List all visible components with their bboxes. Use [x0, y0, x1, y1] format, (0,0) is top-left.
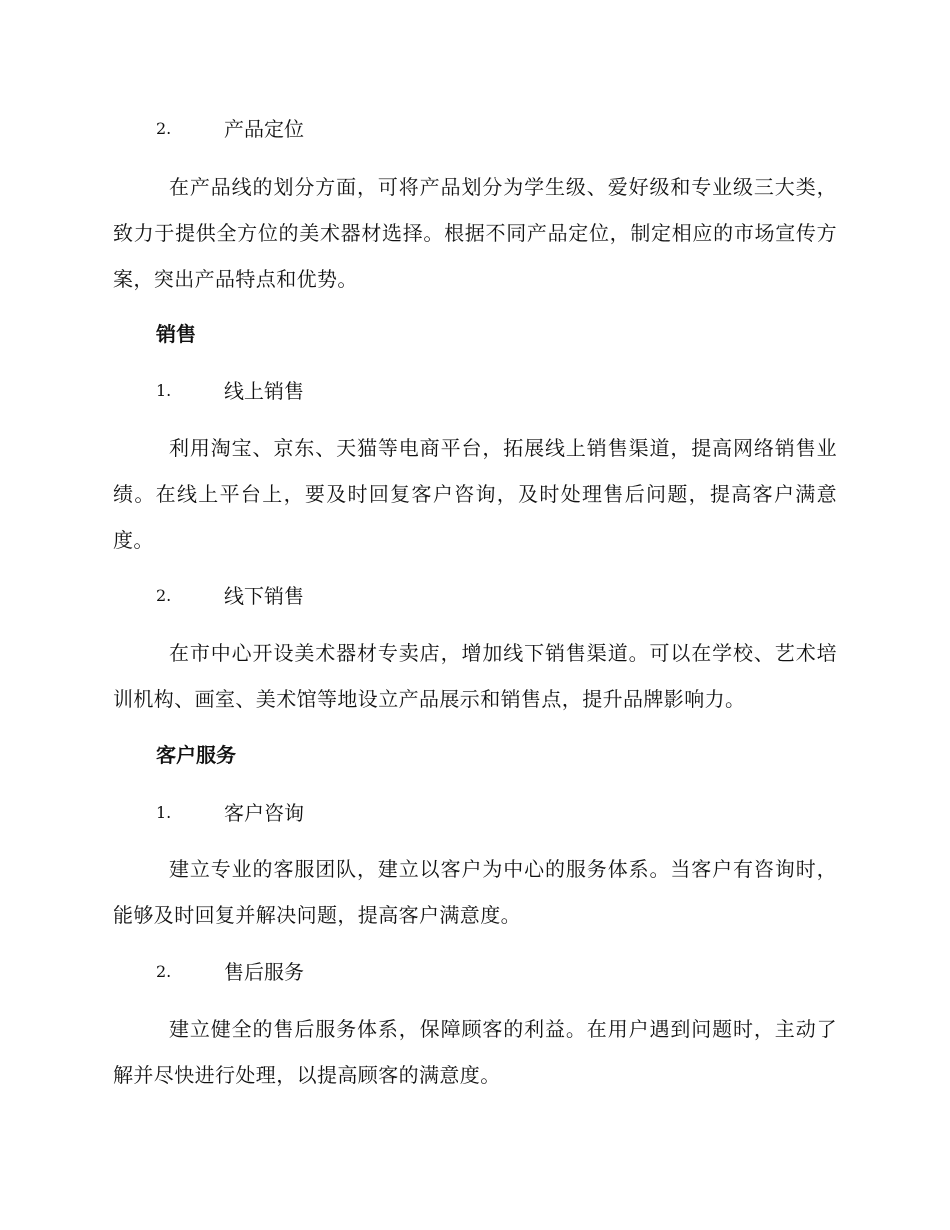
item-number: 1.	[156, 803, 172, 822]
item-title: 售后服务	[224, 960, 304, 984]
numbered-item-after-sales-service	[0, 957, 950, 987]
paragraph-product-positioning: 在产品线的划分方面，可将产品划分为学生级、爱好级和专业级三大类，致力于提供全方位的美术器材选择。根据不同产品定位，制定相应的市场宣传方案，突出产品特点和优势。	[113, 175, 837, 291]
numbered-item-online-sales	[0, 376, 950, 406]
paragraph-offline-sales: 在市中心开设美术器材专卖店，增加线下销售渠道。可以在学校、艺术培训机构、画室、美术馆等地设立产品展示和销售点，提升品牌影响力。	[113, 641, 837, 711]
item-title: 线上销售	[224, 379, 304, 403]
section-heading-customer-service: 客户服务	[156, 743, 236, 767]
item-title: 线下销售	[224, 584, 304, 608]
numbered-item-offline-sales	[0, 581, 950, 611]
item-number: 2.	[156, 119, 172, 138]
item-number: 1.	[156, 381, 172, 400]
numbered-item-customer-inquiry	[0, 798, 950, 828]
item-number: 2.	[156, 962, 172, 981]
paragraph-after-sales-service: 建立健全的售后服务体系，保障顾客的利益。在用户遇到问题时，主动了解并尽快进行处理，以提高顾客的满意度。	[113, 1017, 837, 1087]
item-title: 客户咨询	[224, 801, 304, 825]
section-heading-sales: 销售	[156, 322, 196, 346]
item-title: 产品定位	[224, 117, 304, 141]
item-number: 2.	[156, 586, 172, 605]
paragraph-online-sales: 利用淘宝、京东、天猫等电商平台，拓展线上销售渠道，提高网络销售业绩。在线上平台上，要及时回复客户咨询，及时处理售后问题，提高客户满意度。	[113, 436, 837, 552]
numbered-item-product-positioning	[0, 114, 950, 144]
paragraph-customer-inquiry: 建立专业的客服团队，建立以客户为中心的服务体系。当客户有咨询时，能够及时回复并解决问题，提高客户满意度。	[113, 857, 837, 927]
